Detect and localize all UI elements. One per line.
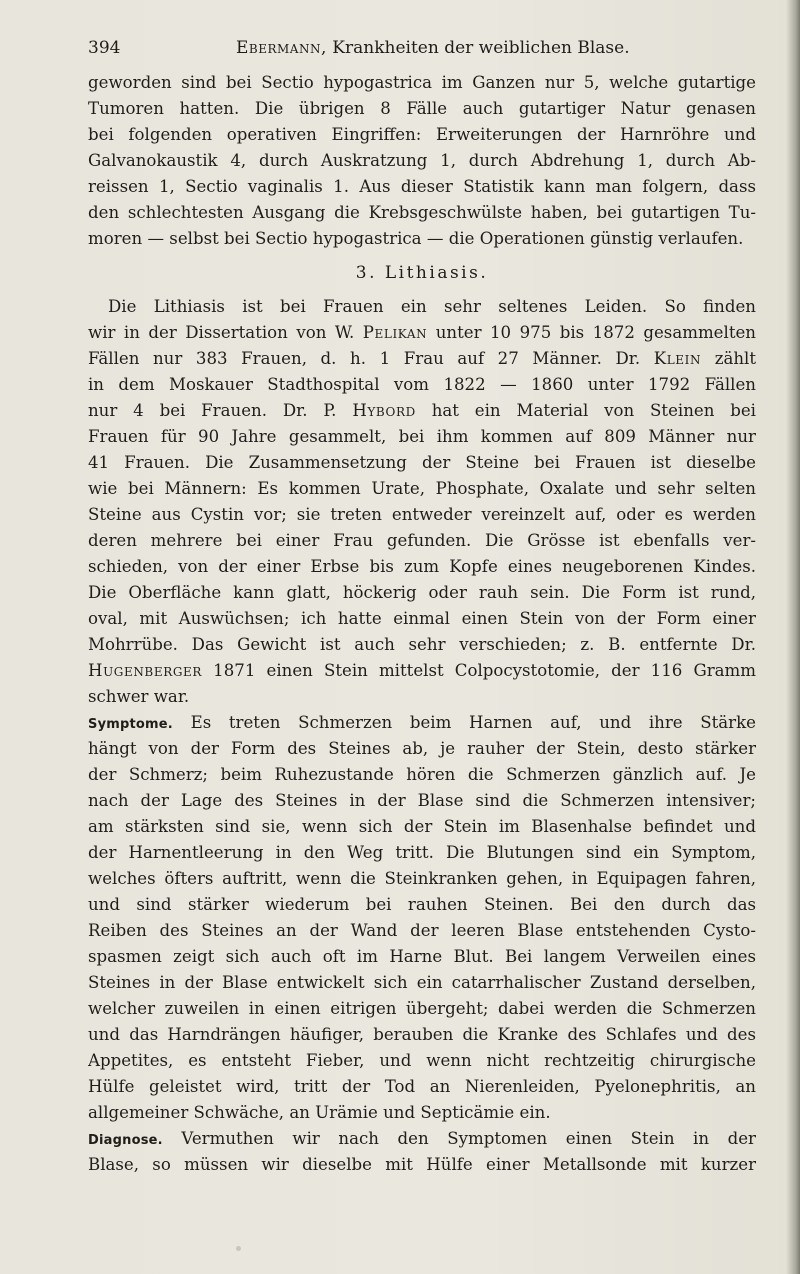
text-line [88,346,756,372]
text-line: allgemeiner Schwäche, an Urämie und Septicämie ein. [88,1103,551,1122]
text-line: Mohrrübe. Das Gewicht ist auch sehr verschieden; z. B. entfernte Dr. [88,635,756,654]
text-line: bei folgenden operativen Eingriffen: Erweiterungen der Harnröhre und [88,125,756,144]
page-edge-shadow [786,0,800,1274]
running-header [88,35,756,61]
text-line: der Harnentleerung in den Weg tritt. Die Blutungen sind ein Symptom, [88,843,756,862]
text-run: Vermuthen wir nach den Symptomen einen Stein in der [162,1129,756,1148]
text-line: moren — selbst bei Sectio hypogastrica — die Operationen günstig verlaufen. [88,229,744,248]
running-title-author: Ebermann, [236,38,327,58]
text-line: schieden, von der einer Erbse bis zum Kopfe eines neugeborenen Kindes. [88,557,756,576]
text-line: welches öfters auftritt, wenn die Steinkranken gehen, in Equipagen fahren, [88,869,756,888]
text-line: Die Lithiasis ist bei Frauen ein sehr seltenes Leiden. So finden [108,297,756,316]
text-line: 41 Frauen. Die Zusammensetzung der Steine bei Frauen ist dieselbe [88,453,756,472]
paper-speck [236,1246,241,1251]
text-run: unter 10 975 bis 1872 gesammelten [427,323,756,342]
running-title [236,35,630,61]
text-line: deren mehrere bei einer Frau gefunden. Die Grösse ist ebenfalls ver- [88,531,756,550]
text-line [88,398,756,424]
paragraph-2 [88,294,756,710]
paragraph-1 [88,70,756,252]
text-line: Appetites, es entsteht Fieber, und wenn nicht rechtzeitig chirurgische [88,1051,756,1070]
text-line: Reiben des Steines an der Wand der leeren Blase entstehenden Cysto- [88,921,756,940]
text-line: Die Oberfläche kann glatt, höckerig oder rauh sein. Die Form ist rund, [88,583,756,602]
text-line: Hülfe geleistet wird, tritt der Tod an Nierenleiden, Pyelonephritis, an [88,1077,756,1096]
run-in-heading: Diagnose. [88,1133,163,1148]
text-line: Frauen für 90 Jahre gesammelt, bei ihm kommen auf 809 Männer nur [88,427,756,446]
text-line: und das Harndrängen häufiger, berauben die Kranke des Schlafes und des [88,1025,756,1044]
paragraph-diagnose [88,1126,756,1178]
text-line: schwer war. [88,687,190,706]
text-line: hängt von der Form des Steines ab, je rauher der Stein, desto stärker [88,739,756,758]
text-line: wie bei Männern: Es kommen Urate, Phosphate, Oxalate und sehr selten [88,479,756,498]
author-name: Klein [653,349,702,368]
text-line: geworden sind bei Sectio hypogastrica im Ganzen nur 5, welche gutartige [88,73,756,92]
text-line [88,710,756,736]
run-in-heading: Symptome. [88,717,173,732]
text-run: wir in der Dissertation von W. [88,323,363,342]
text-line: welcher zuweilen in einen eitrigen übergeht; dabei werden die Schmerzen [88,999,756,1018]
text-line: Steine aus Cystin vor; sie treten entweder vereinzelt auf, oder es werden [88,505,756,524]
text-line: den schlechtesten Ausgang die Krebsgeschwülste haben, bei gutartigen Tu- [88,203,756,222]
text-run: Fällen nur 383 Frauen, d. h. 1 Frau auf 27 Männer. Dr. [88,349,654,368]
text-line: in dem Moskauer Stadthospital vom 1822 — 1860 unter 1792 Fällen [88,375,756,394]
text-line: Steines in der Blase entwickelt sich ein catarrhalischer Zustand derselben, [88,973,756,992]
text-line: Blase, so müssen wir dieselbe mit Hülfe einer Metallsonde mit kurzer [88,1155,756,1174]
body-text [88,70,756,1178]
text-line: spasmen zeigt sich auch oft im Harne Blut. Bei langem Verweilen eines [88,947,756,966]
page-number: 394 [88,38,121,58]
text-run: 1871 einen Stein mittelst Colpocystotomie, der 116 Gramm [202,661,756,680]
text-run: hat ein Material von Steinen bei [415,401,756,420]
text-line [88,320,756,346]
text-line: der Schmerz; beim Ruhezustande hören die Schmerzen gänzlich auf. Je [88,765,756,784]
author-name: Hugenberger [88,661,203,680]
text-line: nach der Lage des Steines in der Blase sind die Schmerzen intensiver; [88,791,756,810]
text-line: Galvanokaustik 4, durch Auskratzung 1, durch Abdrehung 1, durch Ab- [88,151,756,170]
text-line: oval, mit Auswüchsen; ich hatte einmal einen Stein von der Form einer [88,609,756,628]
text-line: reissen 1, Sectio vaginalis 1. Aus dieser Statistik kann man folgern, dass [88,177,756,196]
section-heading: 3. Lithiasis. [355,263,489,283]
text-line: Tumoren hatten. Die übrigen 8 Fälle auch gutartiger Natur genasen [88,99,756,118]
text-line: am stärksten sind sie, wenn sich der Stein im Blasenhalse befindet und [88,817,756,836]
text-line [88,1126,756,1152]
text-run: Es treten Schmerzen beim Harnen auf, und ihre Stärke [172,713,756,732]
text-run: zählt [701,349,756,368]
text-line: und sind stärker wiederum bei rauhen Steinen. Bei den durch das [88,895,756,914]
author-name: Hybord [352,401,416,420]
paragraph-symptome [88,710,756,1126]
text-line [88,658,756,684]
running-title-text: Krankheiten der weiblichen Blase. [332,38,630,58]
text-run: nur 4 bei Frauen. Dr. P. [88,401,353,420]
author-name: Pelikan [362,323,428,342]
